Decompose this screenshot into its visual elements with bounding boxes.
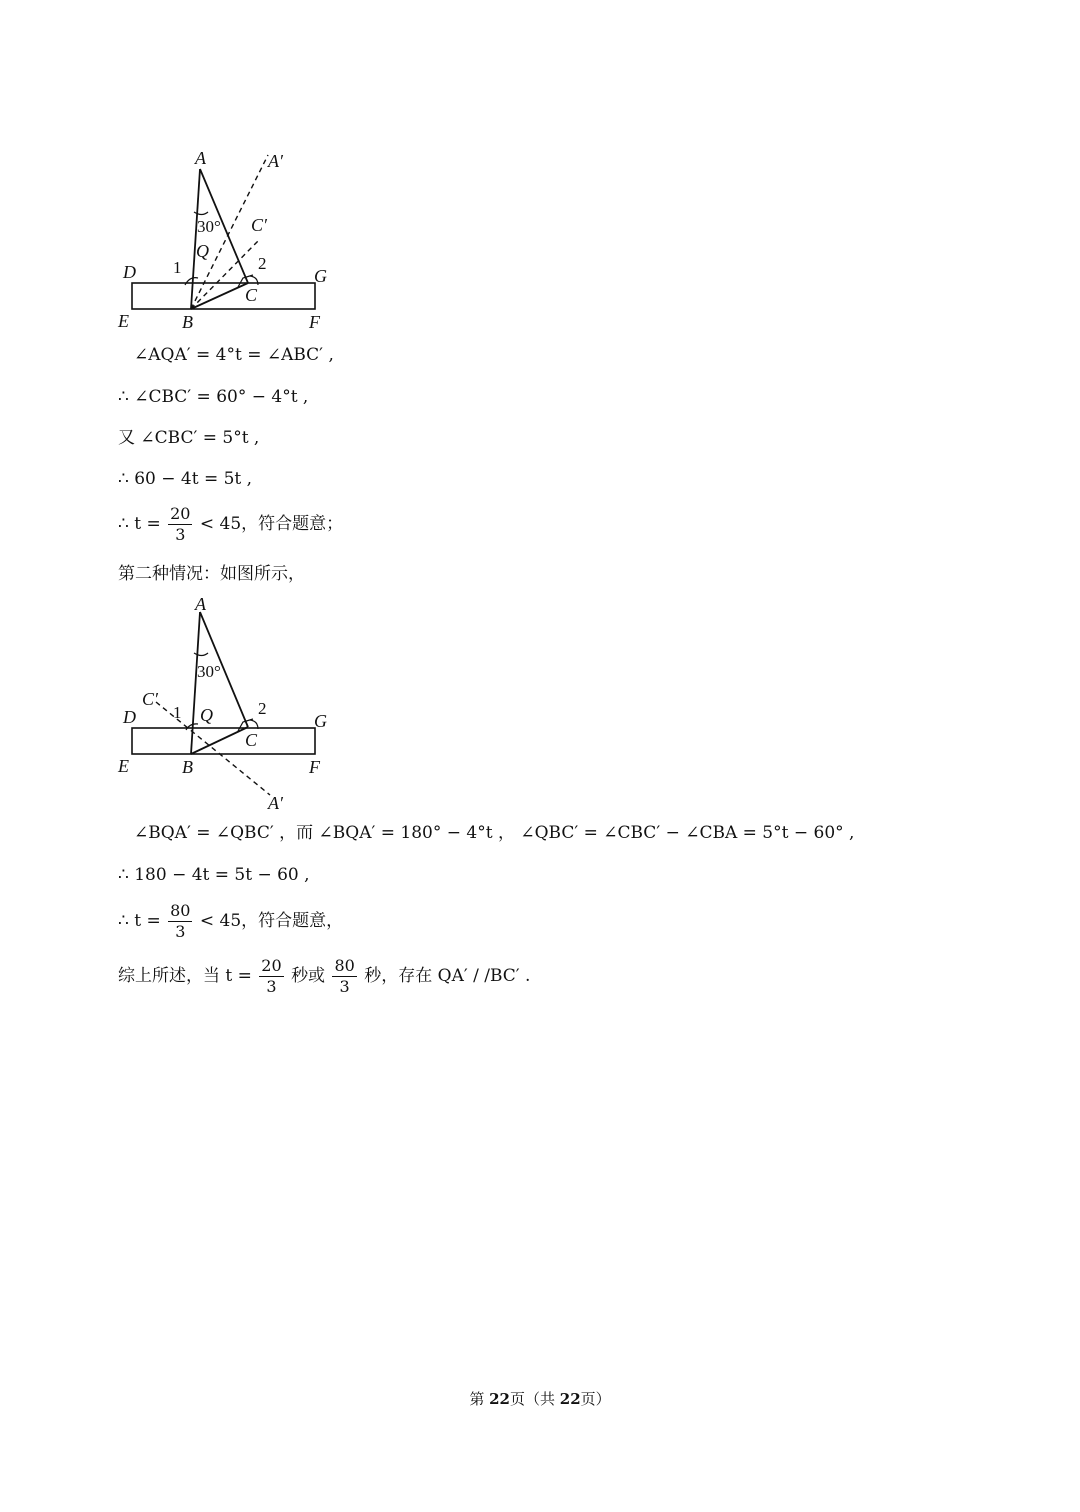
derivation-line-4: ∴ 60 − 4t = 5t , bbox=[118, 469, 253, 489]
footer-page-number: 22 bbox=[489, 1390, 510, 1408]
label-angle-2: 2 bbox=[258, 699, 267, 718]
label-q: Q bbox=[200, 705, 213, 725]
fraction-20-3 bbox=[259, 956, 283, 997]
label-f: F bbox=[309, 757, 320, 777]
label-angle-1: 1 bbox=[173, 703, 182, 722]
label-angle-30: 30° bbox=[197, 217, 221, 236]
label-c: C bbox=[245, 730, 258, 750]
line-9-prefix: ∴ t = bbox=[118, 911, 161, 931]
line-ab bbox=[191, 612, 200, 754]
footer-mid: 页（共 bbox=[509, 1390, 560, 1408]
fraction-denominator: 3 bbox=[266, 977, 277, 996]
label-angle-30: 30° bbox=[197, 662, 221, 681]
figure-1 bbox=[110, 145, 350, 335]
case-two-heading: 第二种情况：如图所示， bbox=[118, 564, 305, 584]
ruler-rect bbox=[132, 728, 315, 754]
label-f: F bbox=[309, 312, 320, 332]
ruler-rect bbox=[132, 283, 315, 309]
figure-1-svg bbox=[110, 145, 350, 335]
conclusion-mid: 秒或 bbox=[291, 966, 326, 986]
label-d: D bbox=[123, 707, 136, 727]
label-a-prime: A′ bbox=[268, 793, 283, 813]
line-bc bbox=[191, 283, 248, 309]
label-g: G bbox=[314, 266, 327, 286]
footer-total-pages: 22 bbox=[559, 1390, 581, 1408]
line-ab bbox=[191, 169, 200, 309]
fraction-80-3 bbox=[168, 901, 192, 942]
fraction-numerator: 80 bbox=[334, 956, 355, 975]
line-5-suffix: < 45，符合题意； bbox=[199, 514, 344, 534]
label-g: G bbox=[314, 711, 327, 731]
angle-arc-1 bbox=[185, 278, 198, 285]
derivation-line-1: ∠AQA′ = 4°t = ∠ABC′ , bbox=[134, 345, 334, 365]
fraction-numerator: 80 bbox=[170, 901, 191, 920]
line-bc bbox=[191, 727, 248, 754]
label-angle-1: 1 bbox=[173, 258, 182, 277]
derivation-line-8: ∴ 180 − 4t = 5t − 60 , bbox=[118, 865, 310, 885]
label-a-prime: A′ bbox=[268, 151, 283, 171]
derivation-line-5 bbox=[118, 500, 343, 548]
label-b: B bbox=[182, 312, 193, 332]
derivation-line-2: ∴ ∠CBC′ = 60° − 4°t , bbox=[118, 387, 309, 407]
derivation-line-3: 又 ∠CBC′ = 5°t , bbox=[118, 428, 260, 448]
line-5-prefix: ∴ t = bbox=[118, 514, 161, 534]
derivation-line-9 bbox=[118, 897, 343, 945]
derivation-line-7: ∠BQA′ = ∠QBC′ ，而 ∠BQA′ = 180° − 4°t ， ∠QBC′ = ∠CBC′ − ∠CBA = 5°t − 60° , bbox=[134, 823, 855, 843]
label-a: A bbox=[195, 594, 206, 614]
angle-arc-a bbox=[194, 212, 208, 215]
label-angle-2: 2 bbox=[258, 254, 267, 273]
angle-arc-a bbox=[194, 653, 208, 656]
page-footer bbox=[0, 1388, 1080, 1409]
label-c-prime: C′ bbox=[142, 689, 158, 709]
line-9-suffix: < 45，符合题意， bbox=[199, 911, 344, 931]
figure-2 bbox=[110, 590, 350, 815]
fraction-numerator: 20 bbox=[170, 504, 191, 523]
fraction-numerator: 20 bbox=[261, 956, 282, 975]
fraction-80-3 bbox=[332, 956, 356, 997]
fraction-denominator: 3 bbox=[175, 525, 186, 544]
label-d: D bbox=[123, 262, 136, 282]
footer-prefix: 第 bbox=[469, 1390, 490, 1408]
figure-2-svg bbox=[110, 590, 350, 815]
conclusion-prefix: 综上所述，当 t = bbox=[118, 966, 252, 986]
fraction-denominator: 3 bbox=[339, 977, 350, 996]
fraction-denominator: 3 bbox=[175, 922, 186, 941]
fraction-20-3 bbox=[168, 504, 192, 545]
label-c-prime: C′ bbox=[251, 215, 267, 235]
label-q: Q bbox=[196, 241, 209, 261]
label-e: E bbox=[118, 311, 129, 331]
label-c: C bbox=[245, 285, 258, 305]
label-b: B bbox=[182, 757, 193, 777]
conclusion-suffix: 秒，存在 QA′ / /BC′ . bbox=[364, 966, 531, 986]
label-a: A bbox=[195, 148, 206, 168]
conclusion-line bbox=[118, 952, 530, 1000]
footer-suffix: 页） bbox=[580, 1390, 611, 1408]
label-e: E bbox=[118, 756, 129, 776]
